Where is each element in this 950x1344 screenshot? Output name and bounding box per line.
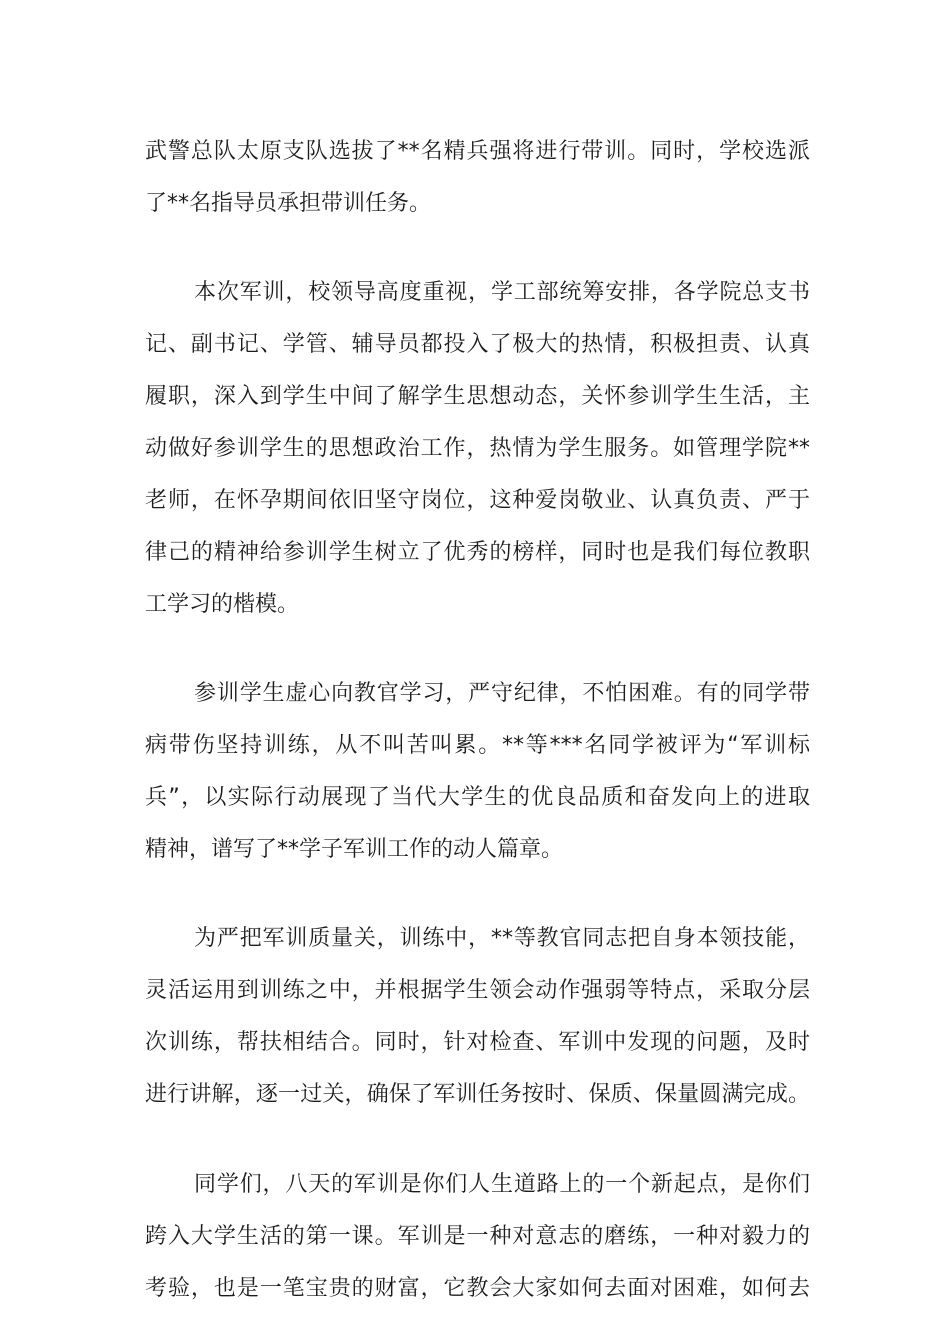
paragraph-4-line-4: 进行讲解，逐一过关，确保了军训任务按时、保质、保量圆满完成。 <box>145 1082 810 1107</box>
paragraph-3-line-1: 参训学生虚心向教官学习，严守纪律，不怕困难。有的同学带 <box>194 681 810 706</box>
paragraph-1-line-1: 武警总队太原支队选拔了**名精兵强将进行带训。同时，学校选派 <box>145 139 810 164</box>
paragraph-2-line-3: 履职，深入到学生中间了解学生思想动态，关怀参训学生生活，主 <box>145 384 810 409</box>
paragraph-2-line-7: 工学习的楷模。 <box>145 592 300 617</box>
paragraph-5-line-3: 考验，也是一笔宝贵的财富，它教会大家如何去面对困难，如何去 <box>145 1276 810 1301</box>
paragraph-2-line-2: 记、副书记、学管、辅导员都投入了极大的热情，积极担责、认真 <box>145 332 810 357</box>
paragraph-3-line-2: 病带伤坚持训练，从不叫苦叫累。**等***名同学被评为“军训标 <box>145 733 810 758</box>
paragraph-2-line-6: 律己的精神给参训学生树立了优秀的榜样，同时也是我们每位教职 <box>145 540 810 565</box>
paragraph-4-line-2: 灵活运用到训练之中，并根据学生领会动作强弱等特点，采取分层 <box>145 978 810 1003</box>
paragraph-4-line-1: 为严把军训质量关，训练中，**等教官同志把自身本领技能， <box>194 926 810 951</box>
paragraph-5-line-2: 跨入大学生活的第一课。军训是一种对意志的磨练，一种对毅力的 <box>145 1224 810 1249</box>
paragraph-3-line-4: 精神，谱写了**学子军训工作的动人篇章。 <box>145 837 564 862</box>
paragraph-3-line-3: 兵”，以实际行动展现了当代大学生的优良品质和奋发向上的进取 <box>145 785 810 810</box>
paragraph-2-line-1: 本次军训，校领导高度重视，学工部统筹安排，各学院总支书 <box>194 280 810 305</box>
paragraph-2-line-5: 老师，在怀孕期间依旧坚守岗位，这种爱岗敬业、认真负责、严于 <box>145 488 810 513</box>
paragraph-1-line-2: 了**名指导员承担带训任务。 <box>145 191 432 216</box>
paragraph-2-line-4: 动做好参训学生的思想政治工作，热情为学生服务。如管理学院** <box>145 436 810 461</box>
paragraph-4-line-3: 次训练，帮扶相结合。同时，针对检查、军训中发现的问题，及时 <box>145 1030 810 1055</box>
paragraph-5-line-1: 同学们，八天的军训是你们人生道路上的一个新起点，是你们 <box>194 1172 810 1197</box>
